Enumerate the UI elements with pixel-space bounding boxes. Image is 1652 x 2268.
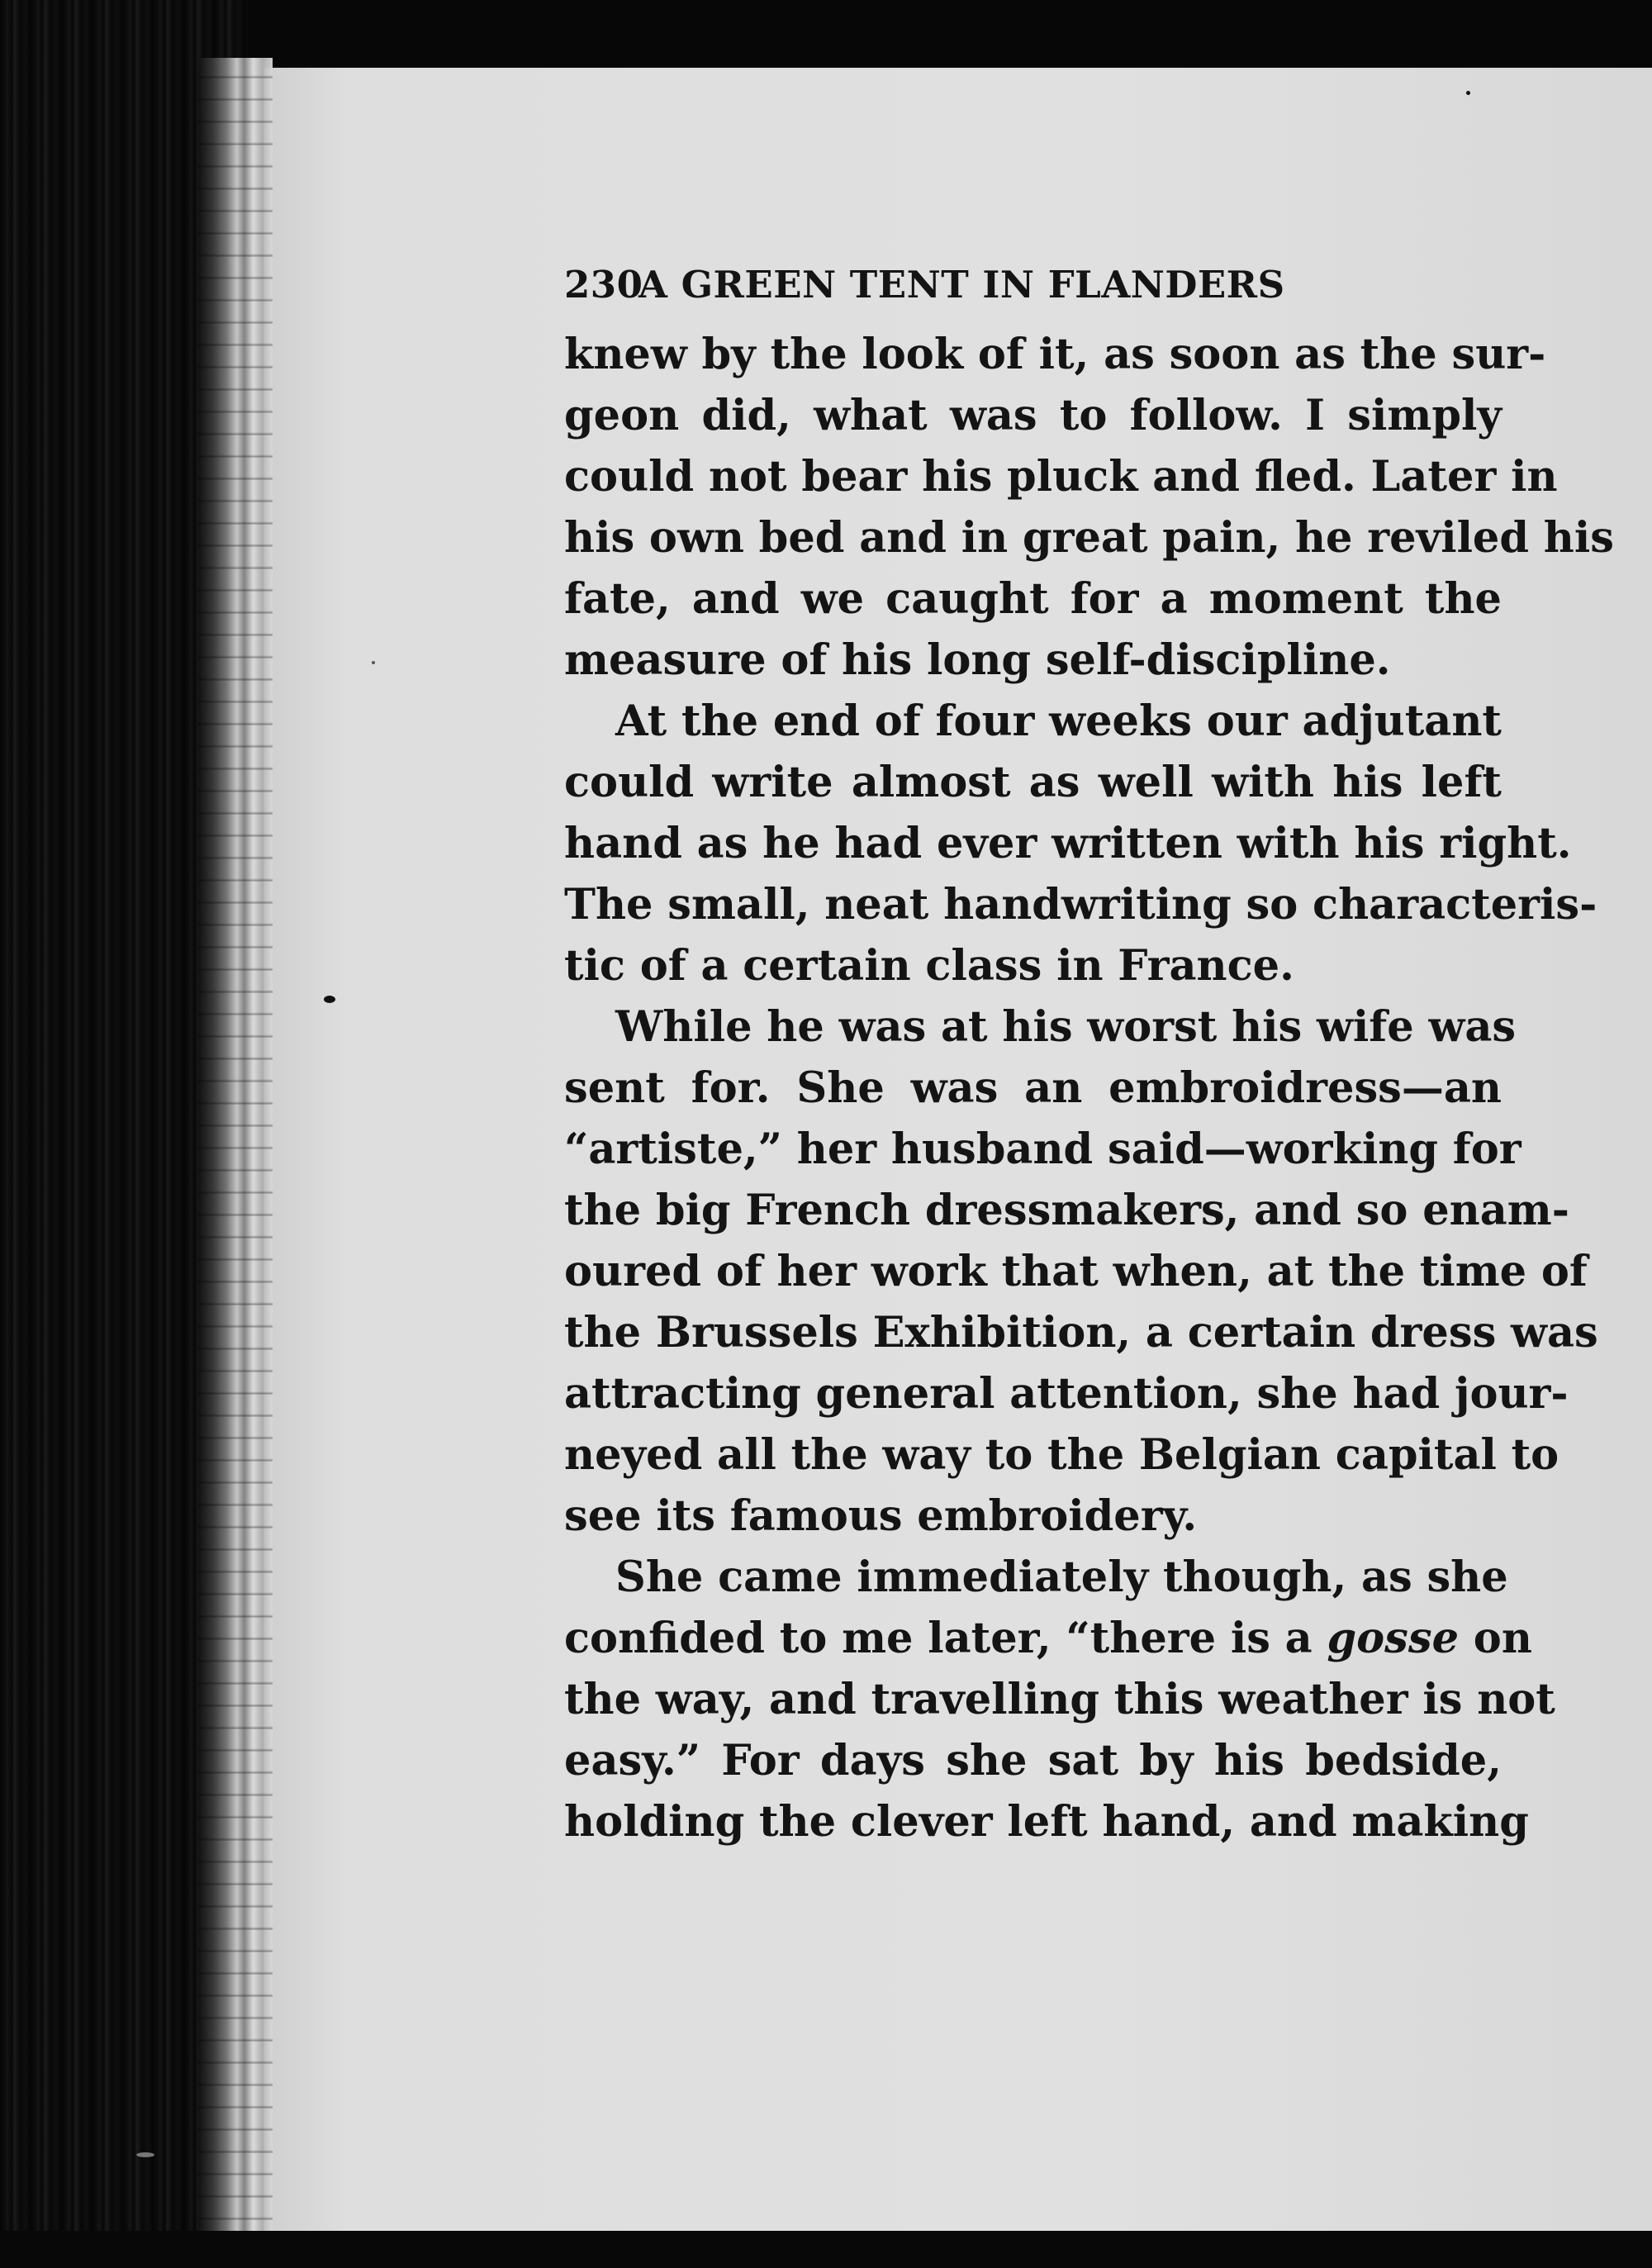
text-line: The small, neat handwriting so characteris- xyxy=(564,880,1597,930)
page-text-block xyxy=(564,263,1614,1852)
film-top-border xyxy=(0,0,1652,66)
text-line: “artiste,” her husband said—working for xyxy=(564,1124,1521,1174)
text-line: his own bed and in great pain, he reviled his xyxy=(564,513,1614,563)
scan-speck xyxy=(1466,91,1470,95)
paragraph xyxy=(564,996,1598,1547)
text-line: She came immediately though, as she xyxy=(615,1552,1508,1602)
film-bottom-border xyxy=(0,2231,1652,2268)
text-line: holding the clever left hand, and making xyxy=(564,1797,1529,1847)
text-line: At the end of four weeks our adjutant xyxy=(615,697,1502,746)
text-line: tic of a certain class in France. xyxy=(564,941,1294,991)
page-number: 230 xyxy=(564,263,643,307)
text-line: attracting general attention, she had jour- xyxy=(564,1369,1569,1419)
paragraph xyxy=(564,324,1614,691)
text-line: oured of her work that when, at the time of xyxy=(564,1247,1588,1296)
book-title: A GREEN TENT IN FLANDERS xyxy=(638,263,1285,307)
binding-streaks xyxy=(198,58,273,2239)
text-line: see its famous embroidery. xyxy=(564,1491,1198,1541)
text-line: sent for. She was an embroidress—an xyxy=(564,1063,1502,1113)
scan-speck xyxy=(324,996,335,1003)
running-head xyxy=(564,263,1502,324)
text-line: easy.” For days she sat by his bedside, xyxy=(564,1736,1502,1785)
text-line: While he was at his worst his wife was xyxy=(615,1002,1517,1052)
text-line: the Brussels Exhibition, a certain dress was xyxy=(564,1308,1598,1357)
paragraph xyxy=(564,691,1597,996)
text-line: geon did, what was to follow. I simply xyxy=(564,391,1502,440)
text-line: the big French dressmakers, and so enam- xyxy=(564,1186,1569,1235)
text-line: could not bear his pluck and fled. Later in xyxy=(564,452,1558,502)
italic-word: gosse xyxy=(1327,1614,1460,1663)
text-line: neyed all the way to the Belgian capital to xyxy=(564,1430,1559,1480)
scan-speck xyxy=(372,661,375,664)
text-fragment: confided to me later, “there is a xyxy=(564,1614,1327,1663)
paragraph xyxy=(564,1547,1555,1852)
text-line: knew by the look of it, as soon as the sur- xyxy=(564,330,1546,379)
text-line: fate, and we caught for a moment the xyxy=(564,574,1502,624)
text-line: measure of his long self-discipline. xyxy=(564,635,1391,685)
text-line: could write almost as well with his left xyxy=(564,758,1502,807)
text-fragment: on xyxy=(1459,1614,1532,1663)
text-line: the way, and travelling this weather is not xyxy=(564,1675,1555,1724)
text-line xyxy=(564,1608,1532,1669)
scan-speck xyxy=(136,2152,154,2157)
text-line: hand as he had ever written with his right. xyxy=(564,819,1572,868)
